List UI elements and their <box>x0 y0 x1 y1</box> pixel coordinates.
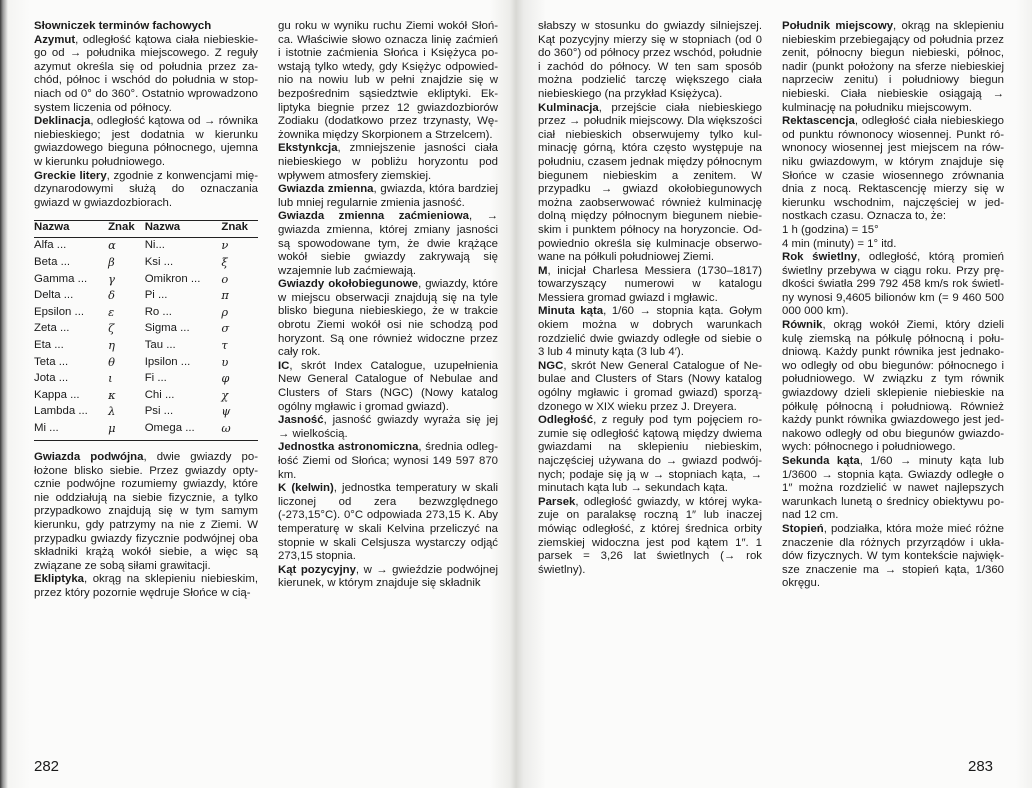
letter-name-cell: Eta ... <box>34 338 64 351</box>
entries <box>782 20 1004 591</box>
left-column-1 <box>34 20 258 601</box>
glossary-entry <box>278 183 498 210</box>
glossary-entry <box>278 142 498 183</box>
letter-symbol-cell: τ <box>221 337 228 352</box>
entry-definition: , gwiazda, która bardziej lub mniej regularnie zmienia jasność. <box>278 183 499 209</box>
letter-symbol-cell: α <box>108 238 116 253</box>
page-number-right: 283 <box>968 758 994 775</box>
glossary-entry <box>538 360 762 414</box>
letter-symbol-cell: γ <box>108 271 115 286</box>
glossary-entry <box>34 451 258 573</box>
entry-definition: , okrąg na sklepieniu niebieskim, przez który pozornie wędruje Słońce w cią- <box>34 573 258 599</box>
entry-term: Stopień <box>782 522 824 535</box>
entry-term: Parsek <box>538 495 576 508</box>
entry-term: Ekliptyka <box>34 573 85 586</box>
letter-name-cell: Omega ... <box>145 420 222 440</box>
entry-term: Gwiazdy okołobiegunowe <box>278 278 419 291</box>
entry-term: Gwiazda zmienna zaćmieniowa <box>278 210 469 223</box>
letter-name-cell: Mi ... <box>34 420 108 440</box>
letter-symbol-cell: σ <box>221 321 230 336</box>
glossary-entry <box>278 278 498 360</box>
entry-term: Sekunda kąta <box>782 455 860 467</box>
entry-term: Kulminacja <box>538 101 599 114</box>
entries <box>278 20 498 591</box>
entry-term: IC <box>278 359 290 372</box>
letter-symbol-cell: δ <box>108 288 115 303</box>
letter-symbol-cell: π <box>221 288 229 303</box>
entry-definition: , zgodnie z konwencjami międzynarodowymi służą do oznaczania gwiazd w gwiazdozbiorach. <box>34 169 258 209</box>
table-body <box>34 237 258 440</box>
entry-term: Odległość <box>538 414 594 427</box>
letter-name-cell: Alfa ... <box>34 239 67 252</box>
entry-term: Minuta kąta <box>538 305 604 318</box>
glossary-entry <box>782 238 1004 252</box>
glossary-entry <box>34 115 258 169</box>
glossary-entry <box>782 319 1004 455</box>
letter-symbol-cell: β <box>108 255 115 269</box>
glossary-entry <box>782 251 1004 319</box>
right-page <box>516 0 1032 788</box>
left-column-2 <box>278 20 498 591</box>
entry-definition: , zmniejszenie jasności ciała niebieskiego w pobliżu horyzontu pod wpływem atmosfery ziemskiej. <box>278 142 498 182</box>
glossary-entry <box>538 102 762 265</box>
entry-definition: , z reguły pod tym pojęciem rozumie się odległość kątową między dwiema gwiazdami na sklepieniu niebieskim, najczęściej używana do → gwiazd podwójnych; podaje się ją w → stopniach kąta, → minutach kąta lub → sekundach kąta. <box>538 414 762 495</box>
glossary-entry <box>34 573 258 600</box>
letter-symbol-cell: ω <box>221 420 258 440</box>
table-row <box>34 271 258 288</box>
letter-symbol-cell: υ <box>221 354 229 369</box>
letter-name-cell: Teta ... <box>34 355 69 368</box>
right-column-2 <box>782 20 1004 591</box>
letter-name-cell: Zeta ... <box>34 322 70 335</box>
glossary-entry <box>538 305 762 359</box>
letter-name-cell: Tau ... <box>144 338 176 351</box>
letter-symbol-cell: ρ <box>221 304 229 319</box>
letter-name-cell: Ksi ... <box>144 256 174 268</box>
entry-definition: , dwie gwiazdy położone blisko siebie. Przez gwiazdy optycznie podwójne rozumiemy gwiazdy, które nie oddziałują na siebie fizycznie, a tylko przypadkowo znajdują się w tym samym kierunku, gdy patrzymy na nie z Ziemi. W przypadku gwiazdy fizycznie podwójnej oba składniki krążą wokół siebie, a więc są związane ze sobą siłami grawitacji. <box>34 451 258 572</box>
letter-name-cell: Jota ... <box>34 372 69 385</box>
entry-term: Gwiazda zmienna <box>278 183 374 196</box>
greek-letters-table <box>34 220 258 441</box>
letter-name-cell: Omikron ... <box>144 272 201 285</box>
letter-name-cell: Fi ... <box>144 372 167 385</box>
table-row <box>34 387 258 404</box>
letter-name-cell: Psi ... <box>144 405 174 418</box>
letter-name-cell: Ni... <box>144 239 165 252</box>
entry-definition: , inicjał Charlesa Messiera (1730–1817) towarzyszący numerowi w katalogu Messiera gromad gwiazd i mgławic. <box>538 264 762 304</box>
entry-definition: , odległość ciała niebieskiego od punktu równonocy wiosennej. Punkt równonocy wiosennej jest miejscem na równiku gwiazdowym, w którym znajduje się Słońce w czasie wiosennego zrównania dnia z nocą. Rektascencję mierzy się w kierunku wschodnim, najczęściej w jednostkach czasu. Oznacza to, że: <box>782 115 1004 223</box>
letter-symbol-cell: χ <box>221 387 229 402</box>
glossary-entry <box>34 34 258 116</box>
entry-term: Równik <box>782 319 823 332</box>
entry-definition: , odległość gwiazdy, w której wykazuje on paralaksę roczną 1″ lub inaczej mówiąc odległość, z której średnica orbity ziemskiej widoczna jest pod kątem 1″. 1 parsek = 3,26 lat świetlnych (→ rok świetlny). <box>538 495 762 576</box>
entry-definition: 1 h (godzina) = 15° <box>782 223 879 236</box>
table-row <box>34 420 258 440</box>
page-number-left: 282 <box>34 758 60 775</box>
table-row <box>34 237 258 254</box>
table-row <box>34 321 258 338</box>
table-row <box>34 304 258 321</box>
entry-definition: , średnia odległość Ziemi od Słońca; wynosi 149 597 870 km. <box>278 441 498 481</box>
letter-name-cell: Gamma ... <box>34 272 88 285</box>
entry-term: Azymut <box>34 33 76 46</box>
glossary-entry <box>782 224 1004 238</box>
entry-definition: , 1/60 → minuty kąta lub 1/3600 → stopnia kąta. Gwiazdy odległe o 1″ można rozdzielić w nawet najlepszych warunkach lunetą o średnicy obiektywu ponad 12 cm. <box>782 455 1004 522</box>
letter-name-cell: Ipsilon ... <box>144 355 191 368</box>
entry-term: Deklinacja <box>34 115 91 128</box>
glossary-entry <box>278 360 498 414</box>
entry-term: Jednostka astronomiczna <box>278 441 419 454</box>
glossary-entry <box>278 482 498 564</box>
entry-definition: 4 min (minuty) = 1° itd. <box>782 237 897 250</box>
letter-symbol-cell: θ <box>108 354 115 369</box>
entry-definition: , skrót New General Catalogue of Nebulae and Clusters of Stars (Nowy katalog ogólny mgławic i gromad gwiazd) sporządzonego w XIX wieku przez J. Dreyera. <box>538 359 762 413</box>
entry-definition: , 1/60 → stopnia kąta. Gołym okiem można w dobrych warunkach rozdzielić dwie gwiazdy odległe od siebie o 3 lub 4 minuty kąta (3 lub 4′). <box>538 305 762 359</box>
entries-before-table <box>34 34 258 211</box>
letter-name-cell: Beta ... <box>34 256 71 268</box>
entry-definition: , → gwiazda zmienna, której zmiany jasności są spowodowane tym, że dwie krążące wokół siebie gwiazdy zakrywają się wzajemnie lub zaćmiewają. <box>278 210 498 277</box>
table-row <box>34 354 258 371</box>
entry-term: Gwiazda podwójna <box>34 451 144 464</box>
glossary-entry <box>782 20 1004 115</box>
entry-term: Rektascencja <box>782 115 855 128</box>
entries <box>538 20 762 577</box>
glossary-entry <box>538 414 762 496</box>
letter-symbol-cell: ν <box>221 238 229 253</box>
entry-term: Południk miejscowy <box>782 20 894 32</box>
entry-definition: , okrąg na sklepieniu niebieskim przebiegający od południa przez zenit, północny biegun niebieski, północ, nadir (punkt położony na sferze niebieskiej naprzeciw zenitu) i południowy biegun niebieski. Ciała niebieskie osiągają → kulminację na południku miejscowym. <box>782 20 1005 114</box>
entry-term: Kąt pozycyjny <box>278 563 356 576</box>
letter-symbol-cell: ζ <box>108 321 115 336</box>
glossary-entry <box>538 20 762 102</box>
entry-definition: , jednostka temperatury w skali liczonej od zera bezwzględnego (-273,15°C). 0°C odpowiada 273,15 K. Aby temperaturę w skali Kelvina przeliczyć na stopnie w skali Celsjusza wystarczy odjąć 273,15 stopnia. <box>278 482 498 563</box>
entry-definition: , okrąg wokół Ziemi, który dzieli kulę ziemską na półkulę północną i południową. Każdy punkt równika jest jednakowo odległy od obu biegunów: północnego i południowego. W związku z tym równik gwiazdowy dzieli sklepienie niebieskie na półkulę północną i południową. Również każdy punkt równika gwiazdowego jest jednakowo odległy od obu biegunów gwiazdowych: północnego i południowego. <box>782 319 1004 454</box>
letter-symbol-cell: ι <box>108 371 113 386</box>
letter-name-cell: Epsilon ... <box>34 305 85 318</box>
glossary-entry <box>34 170 258 211</box>
letter-symbol-cell: κ <box>108 387 116 402</box>
letter-name-cell: Sigma ... <box>144 322 190 335</box>
letter-name-cell: Lambda ... <box>34 405 88 418</box>
letter-name-cell: Pi ... <box>144 289 168 302</box>
table-header-cell: Znak <box>108 221 145 238</box>
letter-symbol-cell: ψ <box>221 404 231 419</box>
entry-definition: , gwiazdy, które w miejscu obserwacji znajdują się na tyle blisko bieguna niebieskiego, że w trakcie obrotu Ziemi wokół osi nie schodzą pod horyzont. Są one również widoczne przez cały rok. <box>278 278 498 359</box>
entry-term: K (kelwin) <box>278 482 334 495</box>
entry-definition: gu roku w wyniku ruchu Ziemi wokół Słońca. Właściwie słowo oznacza linię zaćmień i istotnie zaćmienia Słońca i Księżyca powstają tylko wtedy, gdy Księżyc odpowiednio na nowiu lub w pełni znajdzie się w bezpośrednim sąsiedztwie ekliptyki. Ekliptyka biegnie przez 12 gwiazdozbiorów Zodiaku (dodatkowo przez trzynasty, Wężownika między Skorpionem a Strzelcem). <box>278 20 498 141</box>
table-row <box>34 337 258 354</box>
glossary-entry <box>538 496 762 578</box>
entry-term: Ekstynkcja <box>278 142 338 155</box>
letter-symbol-cell: ε <box>108 304 115 319</box>
entry-definition: , odległość kątowa od → równika niebieskiego; jest dodatnia w kierunku gwiazdowego bieguna północnego, ujemna w kierunku południowego. <box>34 115 258 168</box>
glossary-entry <box>278 564 498 591</box>
section-title: Słowniczek terminów fachowych <box>34 20 212 32</box>
letter-symbol-cell: λ <box>108 404 116 419</box>
letter-name-cell: Ro ... <box>144 305 172 318</box>
glossary-entry <box>782 523 1004 591</box>
entries-after-table <box>34 451 258 601</box>
entry-definition: , skrót Index Catalogue, uzupełnienia New General Catalogue of Nebulae and Clusters of Stars (NGC) (Nowy katalog ogólny mgławic i gromad gwiazd). <box>278 359 498 413</box>
entry-definition: , w → gwieździe podwójnej kierunek, w którym znajduje się składnik <box>278 563 498 590</box>
glossary-entry <box>782 455 1004 523</box>
table-row <box>34 288 258 305</box>
table-header-cell: Nazwa <box>145 221 222 238</box>
letter-name-cell: Chi ... <box>144 388 175 401</box>
right-column-1 <box>538 20 762 577</box>
table-header-cell: Znak <box>221 221 258 238</box>
table-row <box>34 371 258 388</box>
entry-definition: słabszy w stosunku do gwiazdy silniejszej. Kąt pozycyjny mierzy się w stopniach (od 0 do 360°) od północy przez wschód, południe i zachód do północy. W ten sam sposób można podzielić tarczę większego ciała niebieskiego (na przykład Księżyca). <box>538 20 762 100</box>
letter-symbol-cell: φ <box>221 371 230 386</box>
letter-name-cell: Delta ... <box>34 289 74 302</box>
letter-symbol-cell: η <box>108 337 115 352</box>
entry-definition: , odległość kątowa ciała niebieskiego od → południka miejscowego. Z reguły azymut określa się od południa przez zachód, północ i wschód do południa w stopniach od 0° do 360°. Ostatnio wprowadzono system liczenia od północy. <box>34 33 258 114</box>
table-row <box>34 255 258 272</box>
letter-name-cell: Kappa ... <box>34 388 80 401</box>
entry-definition: , przejście ciała niebieskiego przez → południk miejscowy. Dla większości ciał niebieskich obserwujemy tylko kulminację górną, która często występuje na południu, czasem jednak między północnym biegunem niebieskim a zenitem. W przypadku → gwiazd okołobiegunowych można zaobserwować również kulminację dolną między północnym biegunem niebieskim i punktem północy na horyzoncie. Odpowiednio określa się kulminacje obserwowane na półkuli południowej Ziemi. <box>538 101 762 264</box>
letter-symbol-cell: o <box>221 271 229 286</box>
entry-term: Rok świetlny <box>782 251 858 264</box>
entry-term: NGC <box>538 359 564 372</box>
letter-symbol-cell: ξ <box>221 255 228 269</box>
glossary-entry <box>538 265 762 306</box>
entry-definition: , jasność gwiazdy wyraża się jej → wielkością. <box>278 414 498 440</box>
entry-term: Jasność <box>278 414 324 427</box>
table-header-cell: Nazwa <box>34 221 108 238</box>
glossary-entry <box>782 115 1004 224</box>
glossary-entry <box>278 414 498 441</box>
table-row <box>34 404 258 421</box>
glossary-entry <box>278 441 498 482</box>
entry-definition: , podziałka, która może mieć różne znaczenie dla różnych przyrządów i układów fizycznych. W tym kontekście największe znaczenie ma → stopień kąta, 1/360 okręgu. <box>782 522 1004 590</box>
entry-term: Greckie litery <box>34 169 107 182</box>
glossary-entry <box>278 20 498 142</box>
table-header-row <box>34 221 258 238</box>
entry-term: M <box>538 264 548 277</box>
glossary-entry <box>278 210 498 278</box>
letter-symbol-cell: μ <box>108 420 145 440</box>
entry-definition: , odległość, którą promień świetlny przebywa w ciągu roku. Przy prędkości światła 299 792 458 km/s rok świetlny wynosi 9,4605 bilionów km (= 9 460 500 000 000 km). <box>782 251 1004 318</box>
